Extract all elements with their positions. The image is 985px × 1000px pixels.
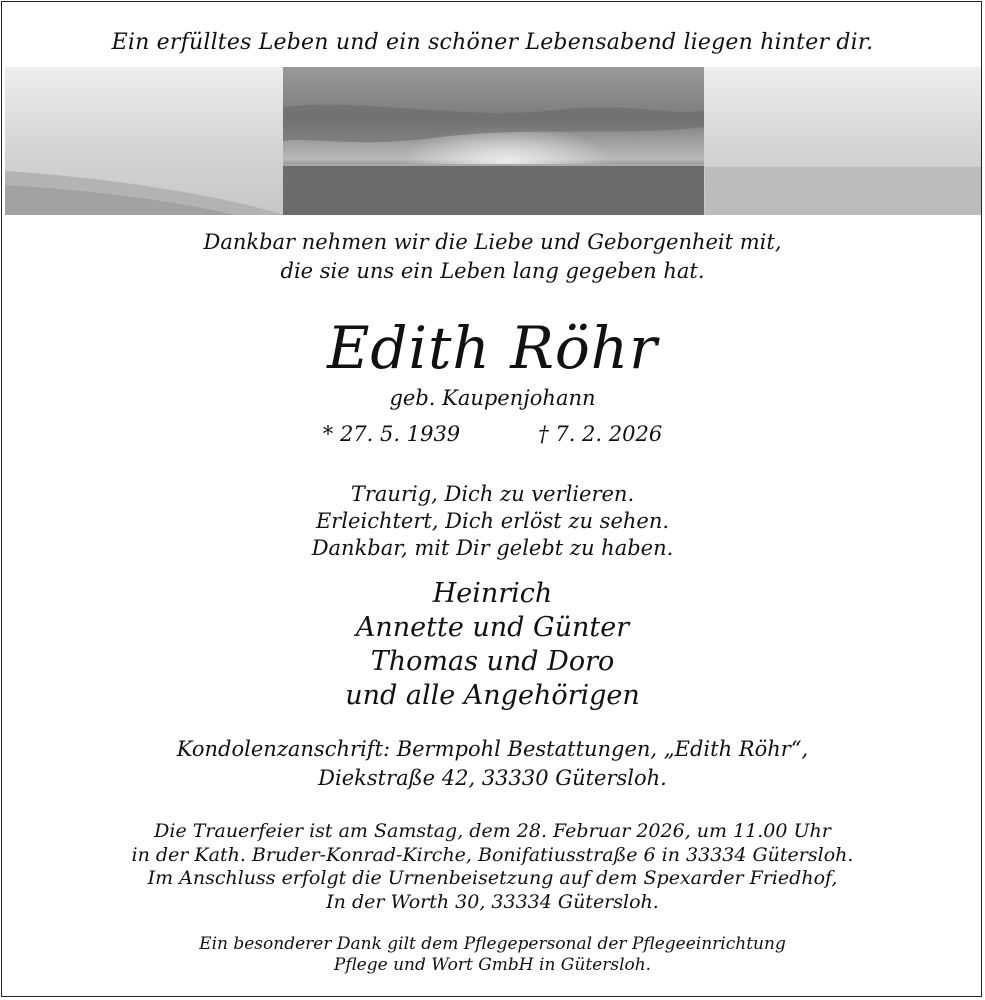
poem-line: Traurig, Dich zu verlieren. <box>350 482 635 506</box>
mourners-list <box>0 577 985 713</box>
thanks-line: Ein besonderer Dank gilt dem Pflegepersonal der Pflegeeinrichtung <box>199 934 786 954</box>
ceremony-line: In der Worth 30, 33334 Gütersloh. <box>326 890 659 913</box>
sea-horizon-photo <box>5 67 981 215</box>
mourner: Annette und Günter <box>355 612 630 643</box>
poem-line: Dankbar, mit Dir gelebt zu haben. <box>311 536 674 560</box>
thanks-line: Pflege und Wort GmbH in Gütersloh. <box>333 955 652 975</box>
mourner: und alle Angehörigen <box>345 680 640 711</box>
thanks-note <box>0 934 985 976</box>
intro-text <box>0 228 985 286</box>
ceremony-line: in der Kath. Bruder-Konrad-Kirche, Bonifatiusstraße 6 in 33334 Gütersloh. <box>131 843 854 866</box>
birth-date: * 27. 5. 1939 <box>322 422 461 446</box>
poem-line: Erleichtert, Dich erlöst zu sehen. <box>315 509 670 533</box>
birth-name: geb. Kaupenjohann <box>389 386 596 410</box>
ceremony-details <box>0 820 985 914</box>
intro-line: die sie uns ein Leben lang gegeben hat. <box>280 259 705 283</box>
condolence-address <box>0 735 985 793</box>
life-dates <box>0 420 985 448</box>
deceased-name: Edith Röhr <box>327 314 658 382</box>
death-date: † 7. 2. 2026 <box>538 422 663 446</box>
intro-line: Dankbar nehmen wir die Liebe und Geborgenheit mit, <box>203 230 782 254</box>
mourner: Thomas und Doro <box>370 646 615 677</box>
ceremony-line: Im Anschluss erfolgt die Urnenbeisetzung auf dem Spexarder Friedhof, <box>147 867 838 889</box>
ceremony-line: Die Trauerfeier ist am Samstag, dem 28. Februar 2026, um 11.00 Uhr <box>154 820 831 842</box>
condolence-line: Kondolenzanschrift: Bermpohl Bestattungen, „Edith Röhr“, <box>176 737 809 761</box>
headline: Ein erfülltes Leben und ein schöner Lebensabend liegen hinter dir. <box>111 30 874 55</box>
condolence-line: Diekstraße 42, 33330 Gütersloh. <box>318 766 667 790</box>
poem <box>0 481 985 562</box>
mourner: Heinrich <box>432 578 553 609</box>
